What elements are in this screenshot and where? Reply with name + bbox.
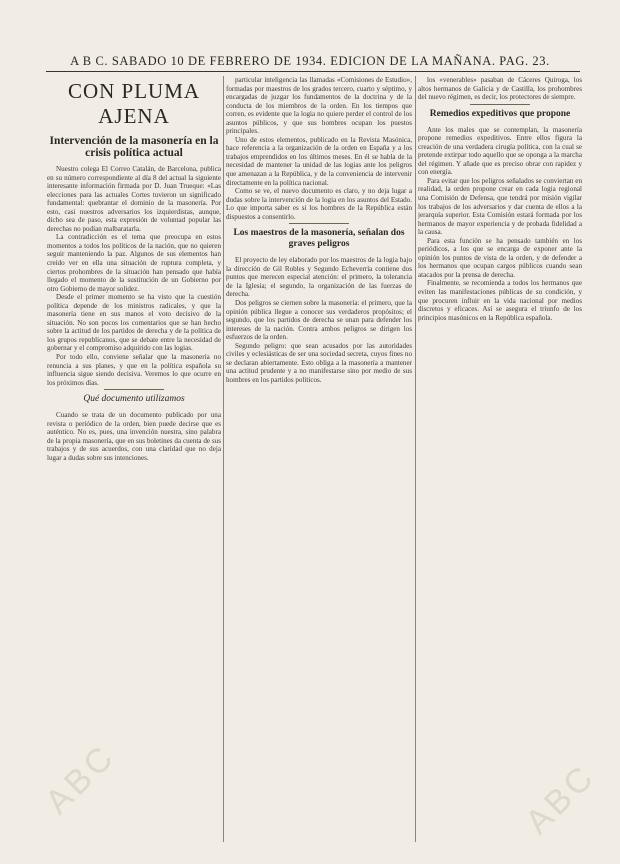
article-paragraph: Desde el primer momento se ha visto que la cuestión política depende de los ministros radicales, y que la masonería tiene en sus manos el voto decisivo de la situación. No son pocos los comentarios que se han hecho sobre la actitud de los partidos de derecha y de la política de los grupos republicanos, que se debate entre la necesidad de gobernar y el compromiso adquirido con las logias. (47, 293, 221, 353)
article-paragraph: Segundo peligro: que sean acusados por las autoridades civiles y eclesiásticas de ser una sociedad secreta, cuyos fines no se declaran abiertamente. Esto obliga a la masonería a mantener una actitud prudente y a no manifestarse sino por medio de sus hombres en los partidos políticos. (226, 341, 412, 384)
article-paragraph: Finalmente, se recomienda a todos los hermanos que eviten las manifestaciones públicas de su condición, y que procuren influir en la vida nacional por medios discretos y eficaces. Así se asegura el triunfo de los principios masónicos en la República española. (418, 279, 582, 322)
section-title: CON PLUMA AJENA (67, 79, 201, 128)
article-paragraph: Para evitar que los peligros señalados se conviertan en realidad, la orden propone crear en cada logia regional una Comisión de Defensa, que tendrá por misión vigilar los trabajos de los adversarios y dar cuenta de ellos a la jerarquía superior. Esta Comisión estará formada por los hermanos de mayor experiencia y de probada fidelidad a la causa. (418, 176, 582, 237)
article-paragraph: particular inteligencia las llamadas «Comisiones de Estudio», formadas por maestros de los grados tercero, cuarto y séptimo, y encargadas de juzgar los fundamentos de la doctrina y de la conducta de los miembros de la orden. En los tiempos que corren, es evidente que la logia no quiere perder el control de los asuntos públicos, y que sus hombres ocupan los puestos principales. (226, 76, 412, 136)
section-rule (470, 104, 530, 105)
header-line: A B C. SABADO 10 DE FEBRERO DE 1934. EDICION DE LA MAÑANA. PAG. 23. (70, 53, 550, 68)
article-headline: Intervención de la masonería en la crisis política actual (49, 135, 219, 159)
article-paragraph: Como se ve, el nuevo documento es claro, y no deja lugar a dudas sobre la intervención de la logia en los asuntos del Estado. Lo que importa saber es si los hombres de la República están dispuestos a consentirlo. (226, 187, 412, 221)
article-paragraph: Dos peligros se ciernen sobre la masonería: el primero, que la opinión pública llegue a conocer sus verdaderos propósitos; el segundo, que los partidos de derecha se unan para defender los intereses de la nación. Contra ambos peligros se dirigen los esfuerzos de la orden. (226, 299, 412, 342)
article-headline: Qué documento utilizamos (83, 394, 185, 405)
column-1 (47, 76, 221, 844)
header-rule (46, 71, 580, 72)
section-rule (289, 223, 349, 224)
article-paragraph: Uno de estos elementos, publicado en la Revista Masónica, hace referencia a la organización de la orden en España y a los trabajos emprendidos en los últimos meses. En él se habla de la necesidad de mantener la unidad de las logias ante los peligros que amenazan a la República, y de la conveniencia de intervenir directamente en la política nacional. (226, 135, 412, 187)
column-3 (418, 76, 582, 844)
article-paragraph: Por todo ello, conviene señalar que la masonería no renuncia a sus planes, y que en la política española su influencia sigue siendo decisiva. Veremos lo que ocurre en los próximos días. (47, 353, 221, 387)
article-headline: Los maestros de la masonería, señalan dos graves peligros (233, 228, 405, 250)
section-rule (104, 389, 164, 390)
article-paragraph: Ante los males que se contemplan, la masonería propone remedios expeditivos. Entre ellos figura la creación de una verdadera cirugía política, con la cual se pretende extirpar todo aquello que se oponga a la marcha del régimen. Y añade que es preciso obrar con rapidez y con energía. (418, 125, 582, 177)
article-paragraph: Nuestro colega El Correo Catalán, de Barcelona, publica en su número correspondiente al día 8 del actual la siguiente interesante información firmada por D. Juan Trueque: «Las elecciones para las actuales Cortes tuvieron un significado fundamental: quebrantar el dominio de la masonería. Por esto, casi nuestros adversarios los izquierdistas, aunque, dicho sea de paso, esta expresión de voluntad popular las derechas no podían malbaratarla. (47, 165, 221, 233)
page-header (8, 52, 612, 70)
watermark: ABC (38, 736, 124, 822)
watermark: ABC (518, 756, 604, 842)
column-separator (223, 76, 224, 842)
article-paragraph: El proyecto de ley elaborado por los maestros de la logia bajo la dirección de Gil Robles y Segundo Echeverría contiene dos puntos que merecen especial atención: el primero, la tolerancia de la Iglesia; el segundo, la organización de las fuerzas de derecha. (226, 256, 412, 299)
column-2 (226, 76, 412, 844)
article-paragraph: los «venerables» pasaban de Cáceres Quiroga, los altos hermanos de Galicia y de Castilla, los prohombres del nuevo régimen, es decir, los protectores de siempre. (418, 76, 582, 102)
column-separator (415, 76, 416, 842)
article-headline: Remedios expeditivos que propone (429, 108, 571, 119)
article-paragraph: Para esta función se ha pensado también en los periódicos, a los que se encarga de exponer ante la opinión los puntos de vista de la orden, y de defender a los hermanos que ocupan cargos públicos cuando sean atacados por la prensa de derecha. (418, 236, 582, 279)
article-paragraph: Cuando se trata de un documento publicado por una revista o periódico de la orden, bien puede decirse que es auténtico. No es, pues, una invención nuestra, sino palabra de la propia masonería, que en sus boletines da cuenta de sus trabajos y de sus acuerdos, con una claridad que no deja lugar a dudas sobre sus intenciones. (47, 411, 221, 462)
article-paragraph: La contradicción es el tema que preocupa en estos momentos a todos los políticos de la nación, que no quieren seguir manteniendo la paz. Algunos de sus elementos han creído ver en ella una situación de ruptura completa, y ciertos prohombres de la situación han pensado que había llegado el momento de la sustitución de un Gobierno por otro Gobierno de mayor solidez. (47, 233, 221, 293)
